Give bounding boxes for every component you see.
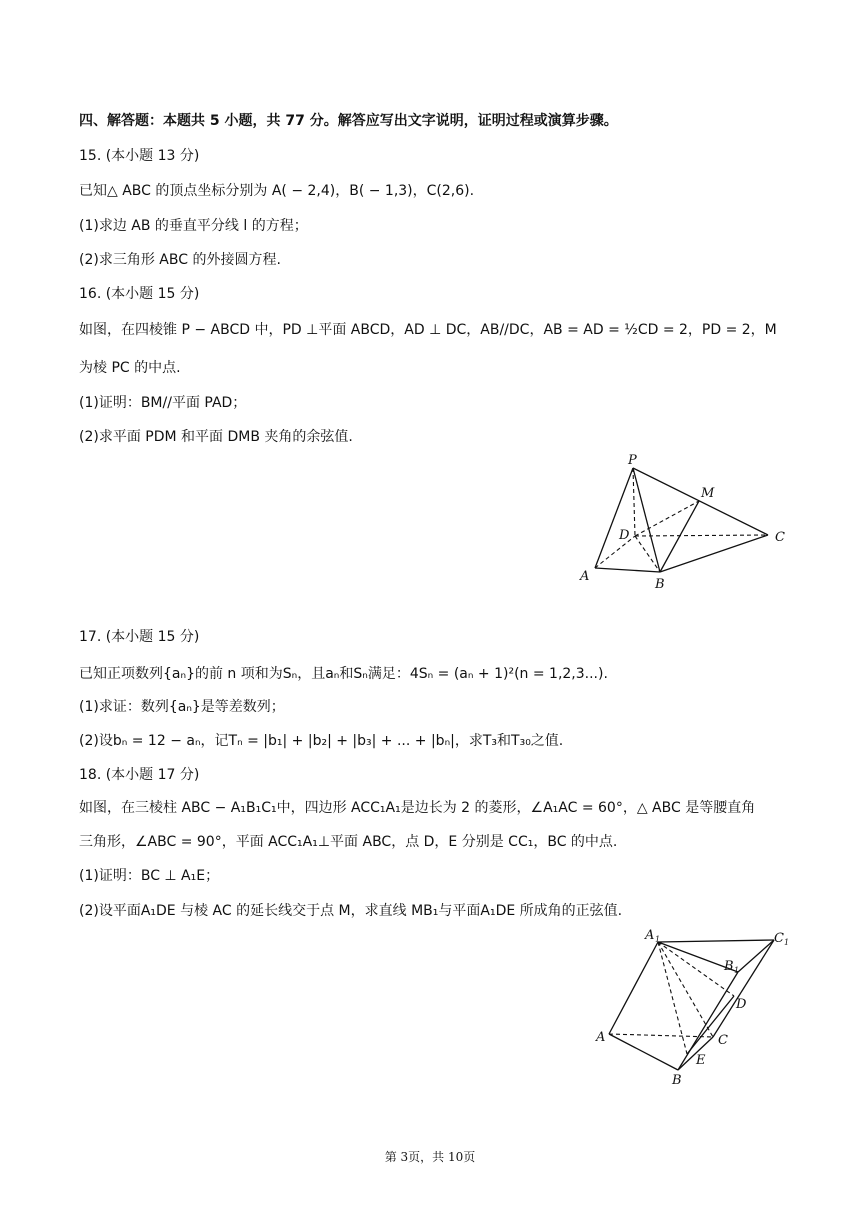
q18-stem-line1: 如图，在三棱柱 ABC − A₁B₁C₁中，四边形 ACC₁A₁是边长为 2 的菱形，∠A₁AC = 60°，△ ABC 是等腰直角 — [79, 800, 756, 816]
q18-part2: (2)设平面A₁DE 与棱 AC 的延长线交于点 M，求直线 MB₁与平面A₁DE 所成角的正弦值. — [79, 903, 623, 919]
label-D: D — [736, 997, 747, 1012]
label-C1-sub: 1 — [784, 938, 790, 947]
label-C1: C — [774, 931, 784, 946]
label-A1: A — [645, 928, 655, 943]
q15-stem: 已知△ ABC 的顶点坐标分别为 A( − 2,4)，B( − 1,3)，C(2,6). — [79, 183, 475, 199]
label-B1-sub: 1 — [734, 966, 740, 975]
q17-part2: (2)设bₙ = 12 − aₙ，记Tₙ = |b₁| + |b₂| + |b₃| + ... + |bₙ|，求T₃和T₃₀之值. — [79, 733, 564, 749]
q16-part2: (2)求平面 PDM 和平面 DMB 夹角的余弦值. — [79, 429, 353, 445]
label-D: D — [619, 528, 630, 543]
q16-header: 16. (本小题 15 分) — [79, 286, 200, 302]
q15-header: 15. (本小题 13 分) — [79, 148, 200, 164]
label-B: B — [672, 1073, 682, 1088]
q18-part1: (1)证明：BC ⊥ A₁E； — [79, 868, 220, 884]
q17-part1: (1)求证：数列{aₙ}是等差数列； — [79, 699, 285, 715]
q17-header: 17. (本小题 15 分) — [79, 629, 200, 645]
page-footer: 第 3页，共 10页 — [384, 1150, 476, 1164]
q15-part2: (2)求三角形 ABC 的外接圆方程. — [79, 252, 281, 268]
label-P: P — [628, 453, 637, 468]
prism-figure — [590, 920, 800, 1090]
label-B: B — [655, 577, 665, 592]
pyramid-figure — [575, 448, 795, 594]
q17-stem: 已知正项数列{aₙ}的前 n 项和为Sₙ，且aₙ和Sₙ满足：4Sₙ = (aₙ + 1)²(n = 1,2,3...). — [79, 666, 608, 682]
label-A1-sub: 1 — [655, 935, 661, 944]
label-C: C — [775, 530, 785, 545]
label-A: A — [596, 1030, 606, 1045]
label-B1: B — [724, 959, 734, 974]
q16-stem-line2: 为棱 PC 的中点. — [79, 360, 181, 376]
label-M: M — [701, 486, 715, 501]
q15-part1: (1)求边 AB 的垂直平分线 l 的方程； — [79, 218, 308, 234]
q16-stem-line1: 如图，在四棱锥 P − ABCD 中，PD ⊥平面 ABCD，AD ⊥ DC，AB//DC，AB = AD = ½CD = 2，PD = 2，M — [79, 322, 777, 338]
label-A: A — [580, 569, 590, 584]
label-C: C — [718, 1033, 728, 1048]
q18-stem-line2: 三角形，∠ABC = 90°，平面 ACC₁A₁⊥平面 ABC，点 D，E 分别是 CC₁，BC 的中点. — [79, 834, 618, 850]
label-E: E — [696, 1053, 706, 1068]
q16-part1: (1)证明：BM//平面 PAD； — [79, 395, 247, 411]
q18-header: 18. (本小题 17 分) — [79, 767, 200, 783]
section-title: 四、解答题：本题共 5 小题，共 77 分。解答应写出文字说明，证明过程或演算步骤。 — [79, 113, 618, 129]
